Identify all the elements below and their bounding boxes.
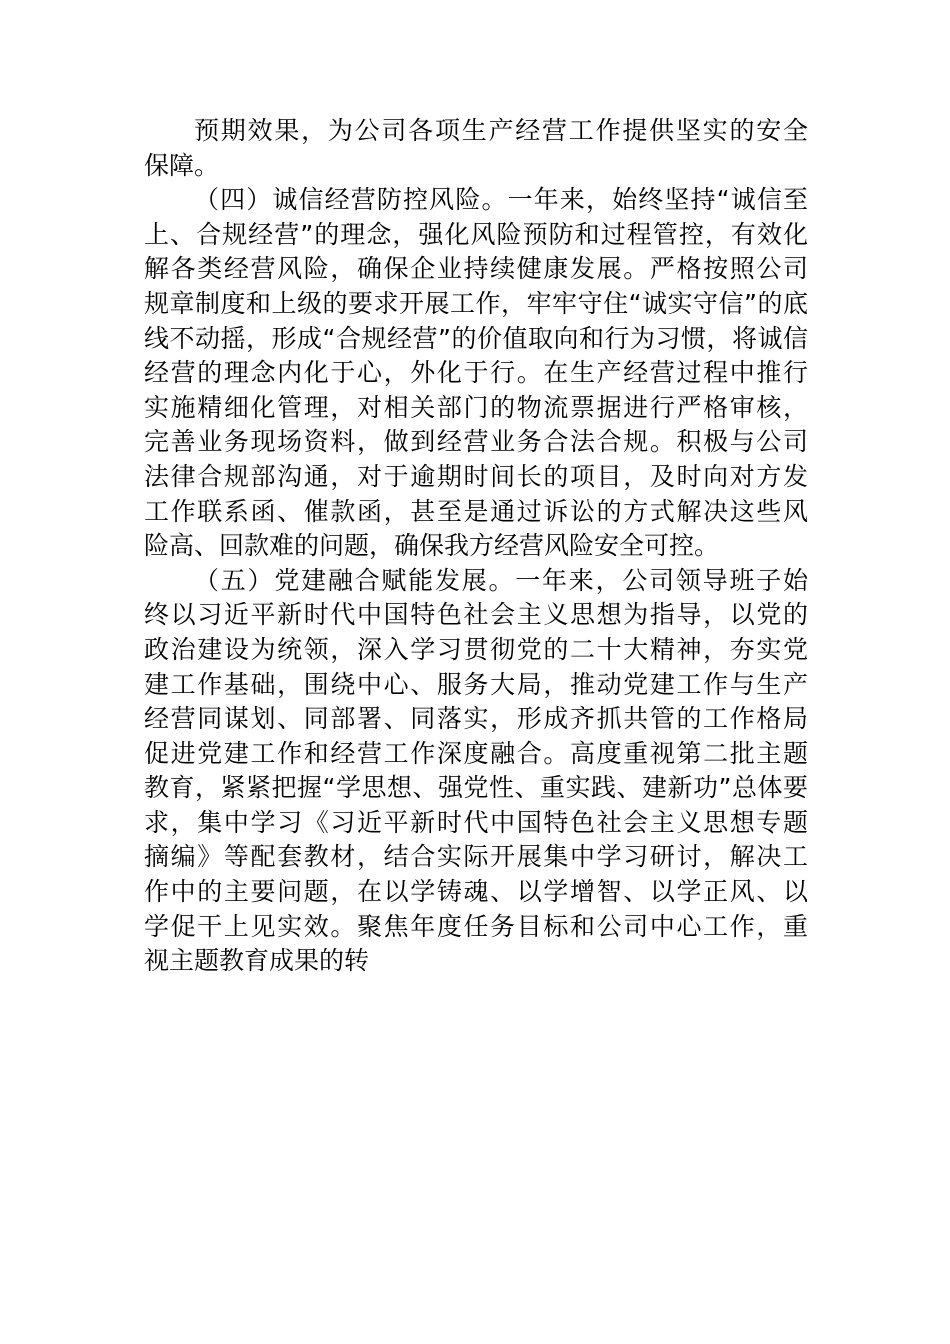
text-line: 促进党建工作和经营工作深度融合。高度重视第二批主题 xyxy=(144,738,808,768)
text-line: 政治建设为统领，深入学习贯彻党的二十大精神，夯实党 xyxy=(144,634,808,664)
text-line: 学促干上见实效。聚焦年度任务目标和公司中心工作，重 xyxy=(144,911,808,941)
text-line: 经营同谋划、同部署、同落实，形成齐抓共管的工作格局 xyxy=(144,704,808,734)
text-line: 完善业务现场资料，做到经营业务合法合规。积极与公司 xyxy=(144,427,808,457)
text-line: 险高、回款难的问题，确保我方经营风险安全可控。 xyxy=(144,531,720,561)
text-line: 规章制度和上级的要求开展工作，牢牢守住“诚实守信”的底 xyxy=(144,288,808,318)
text-line: 保障。 xyxy=(144,150,220,180)
text-line: 解各类经营风险，确保企业持续健康发展。严格按照公司 xyxy=(144,254,808,284)
text-line: 线不动摇，形成“合规经营”的价值取向和行为习惯，将诚信 xyxy=(144,323,808,353)
text-line: 建工作基础，围绕中心、服务大局，推动党建工作与生产 xyxy=(144,669,808,699)
text-line: 预期效果，为公司各项生产经营工作提供坚实的安全 xyxy=(194,116,808,145)
text-line: （五）党建融合赋能发展。一年来，公司领导班子始 xyxy=(194,565,808,595)
text-line: （四）诚信经营防控风险。一年来，始终坚持“诚信至 xyxy=(194,185,808,215)
document-body xyxy=(144,114,808,979)
text-line: 教育，紧紧把握“学思想、强党性、重实践、建新功”总体要 xyxy=(144,773,808,803)
text-line: 上、合规经营”的理念，强化风险预防和过程管控，有效化 xyxy=(144,219,808,249)
text-line: 作中的主要问题，在以学铸魂、以学增智、以学正风、以 xyxy=(144,877,808,907)
text-line: 摘编》等配套教材，结合实际开展集中学习研讨，解决工 xyxy=(144,842,808,872)
text-line: 工作联系函、催款函，甚至是通过诉讼的方式解决这些风 xyxy=(144,496,808,526)
text-line: 求，集中学习《习近平新时代中国特色社会主义思想专题 xyxy=(144,807,808,837)
text-line: 法律合规部沟通，对于逾期时间长的项目，及时向对方发 xyxy=(144,461,808,491)
text-line: 经营的理念内化于心，外化于行。在生产经营过程中推行 xyxy=(144,358,808,388)
text-line: 实施精细化管理，对相关部门的物流票据进行严格审核， xyxy=(144,392,808,422)
text-line: 视主题教育成果的转 xyxy=(144,946,370,976)
text-line: 终以习近平新时代中国特色社会主义思想为指导，以党的 xyxy=(144,600,808,630)
